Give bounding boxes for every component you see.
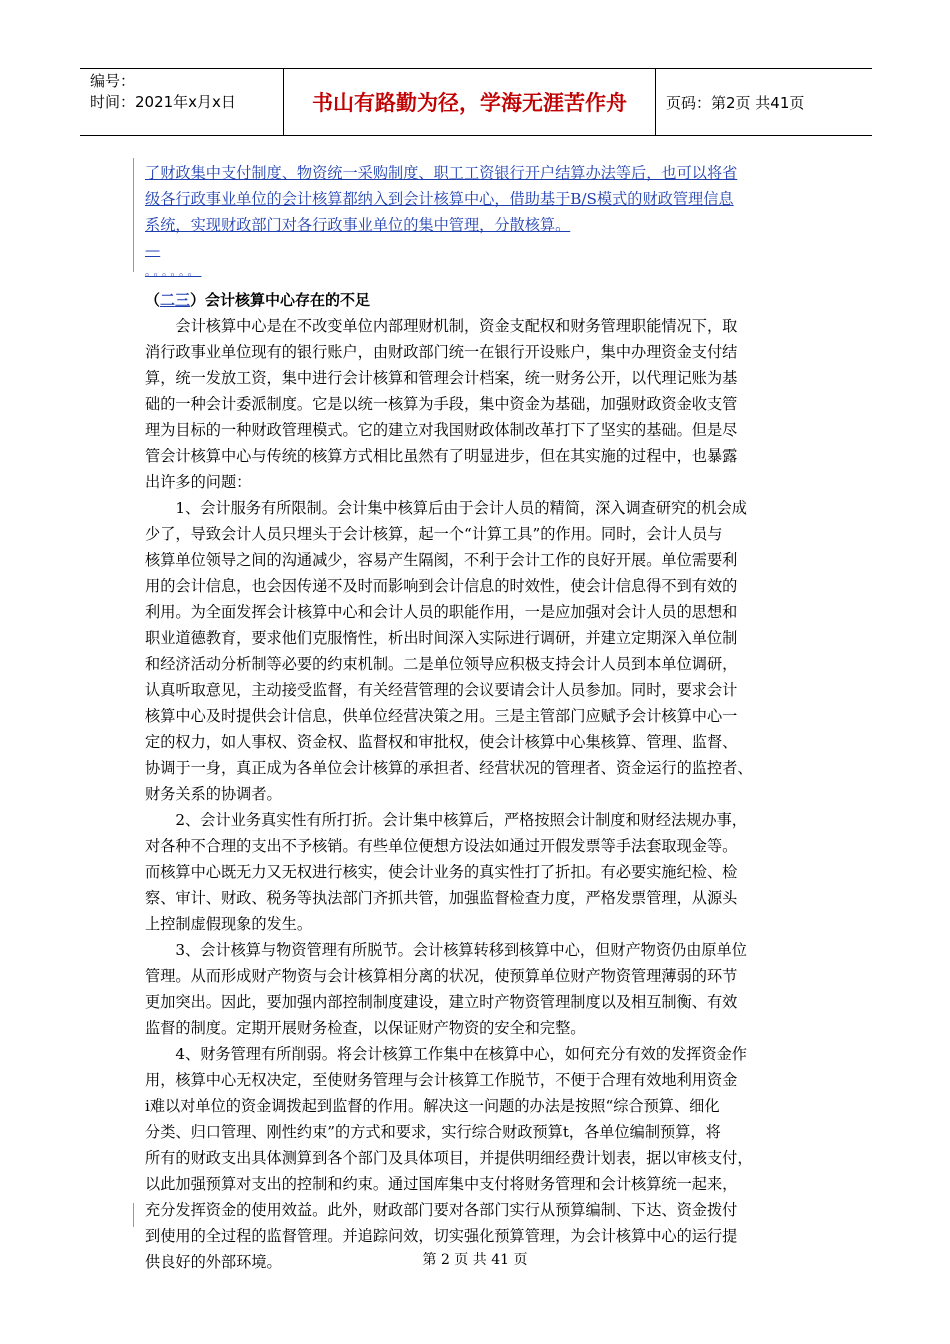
paragraph-line: 础的一种会计委派制度。它是以统一核算为手段，集中资金为基础，加强财政资金收支管 bbox=[145, 395, 738, 413]
paragraph-line: 3、会计核算与物资管理有所脱节。会计核算转移到核算中心，但财产物资仍由原单位 bbox=[175, 941, 747, 959]
paragraph-line: 算，统一发放工资，集中进行会计核算和管理会计档案，统一财务公开，以代理记账为基 bbox=[145, 369, 738, 387]
body-paragraph bbox=[145, 313, 815, 495]
tracked-line: 。。。。。。 bbox=[145, 265, 202, 278]
document-time-label: 时间：2021年x月x日 bbox=[90, 93, 236, 111]
paragraph-line: 核算中心及时提供会计信息，供单位经营决策之用。三是主管部门应赋予会计核算中心一 bbox=[145, 707, 738, 725]
paragraph-line: 1、会计服务有所限制。会计集中核算后由于会计人员的精简，深入调查研究的机会成 bbox=[175, 499, 747, 517]
body-paragraph bbox=[145, 807, 815, 937]
paragraph-line: 对各种不合理的支出不予核销。有些单位便想方设法如通过开假发票等手法套取现金等。 bbox=[145, 837, 738, 855]
document-number-label: 编号： bbox=[90, 72, 136, 90]
header-meta bbox=[80, 69, 283, 135]
paragraph-line: 而核算中心既无力又无权进行核实，使会计业务的真实性打了折扣。有必要实施纪检、检 bbox=[145, 863, 738, 881]
revision-bar-bottom bbox=[133, 1203, 134, 1227]
paragraph-line: 理为目标的一种财政管理模式。它的建立对我国财政体制改革打下了坚实的基础。但是尽 bbox=[145, 421, 738, 439]
paragraph-line: 核算单位领导之间的沟通减少，容易产生隔阂，不利于会计工作的良好开展。单位需要利 bbox=[145, 551, 738, 569]
tracked-insertion bbox=[145, 160, 815, 282]
paragraph-line: 定的权力，如人事权、资金权、监督权和审批权，使会计核算中心集核算、管理、监督、 bbox=[145, 733, 738, 751]
paragraph-line: 充分发挥资金的使用效益。此外，财政部门要对各部门实行从预算编制、下达、资金拨付 bbox=[145, 1201, 738, 1219]
paragraph-line: 供良好的外部环境。 bbox=[145, 1253, 282, 1271]
paragraph-line: 更加突出。因此，要加强内部控制制度建设，建立时产物资管理制度以及相互制衡、有效 bbox=[145, 993, 738, 1011]
paragraph-line: 察、审计、财政、税务等执法部门齐抓共管，加强监督检查力度，严格发票管理，从源头 bbox=[145, 889, 738, 907]
paragraph-line: 出许多的问题： bbox=[145, 473, 252, 491]
paragraph-line: 和经济活动分析制等必要的约束机制。二是单位领导应积极支持会计人员到本单位调研， bbox=[145, 655, 738, 673]
paragraph-line: 4、财务管理有所削弱。将会计核算工作集中在核算中心，如何充分有效的发挥资金作 bbox=[175, 1045, 747, 1063]
paragraph-line: 职业道德教育，要求他们克服惰性，析出时间深入实际进行调研，并建立定期深入单位制 bbox=[145, 629, 738, 647]
body-paragraph bbox=[145, 1041, 815, 1275]
paragraph-line: 协调于一身，真正成为各单位会计核算的承担者、经营状况的管理者、资金运行的监控者、 bbox=[145, 759, 753, 777]
paragraph-line: 财务关系的协调者。 bbox=[145, 785, 282, 803]
paragraph-line: 到使用的全过程的监督管理。并追踪问效，切实强化预算管理，为会计核算中心的运行提 bbox=[145, 1227, 738, 1245]
paragraph-line: 认真听取意见，主动接受监督，有关经营管理的会议要请会计人员参加。同时，要求会计 bbox=[145, 681, 738, 699]
revision-bar bbox=[133, 158, 134, 272]
paragraph-line: 用的会计信息，也会因传递不及时而影响到会计信息的时效性，使会计信息得不到有效的 bbox=[145, 577, 738, 595]
page-header bbox=[80, 68, 872, 136]
paragraph-line: 分类、归口管理、刚性约束”的方式和要求，实行综合财政预算t，各单位编制预算，将 bbox=[145, 1123, 721, 1141]
paragraph-line: 少了，导致会计人员只埋头于会计核算，起一个“计算工具”的作用。同时，会计人员与 bbox=[145, 525, 723, 543]
paragraph-line: 用，核算中心无权决定，至使财务管理与会计核算工作脱节，不便于合理有效地利用资金 bbox=[145, 1071, 738, 1089]
paragraph-line: 管理。从而形成财产物资与会计核算相分离的状况，使预算单位财产物资管理薄弱的环节 bbox=[145, 967, 738, 985]
paragraph-line: 以此加强预算对支出的控制和约束。通过国库集中支付将财务管理和会计核算统一起来， bbox=[145, 1175, 738, 1193]
paragraph-line: i难以对单位的资金调拨起到监督的作用。解决这一问题的办法是按照“综合预算、细化 bbox=[145, 1097, 720, 1115]
section-title: ）会计核算中心存在的不足 bbox=[190, 291, 371, 309]
paragraph-line: 所有的财政支出具体测算到各个部门及具体项目，并提供明细经费计划表，据以审核支付， bbox=[145, 1149, 753, 1167]
paragraph-line: 利用。为全面发挥会计核算中心和会计人员的职能作用，一是应加强对会计人员的思想和 bbox=[145, 603, 738, 621]
tracked-line: 系统，实现财政部门对各行政事业单位的集中管理，分散核算。 bbox=[145, 216, 571, 234]
page-footer: 第 2 页 共 41 页 bbox=[422, 1252, 528, 1268]
tracked-line: 了财政集中支付制度、物资统一采购制度、职工工资银行开户结算办法等后，也可以将省 bbox=[145, 164, 738, 182]
section-inserted-number: 二三 bbox=[160, 291, 191, 309]
section-prefix: （ bbox=[145, 291, 161, 309]
paragraph-line: 会计核算中心是在不改变单位内部理财机制，资金支配权和财务管理职能情况下，取 bbox=[175, 317, 738, 335]
header-motto: 书山有路勤为径，学海无涯苦作舟 bbox=[283, 69, 656, 135]
tracked-line: 级各行政事业单位的会计核算都纳入到会计核算中心，借助基于B/S模式的财政管理信息 bbox=[145, 190, 734, 208]
body-paragraph bbox=[145, 495, 815, 807]
paragraph-line: 上控制虚假现象的发生。 bbox=[145, 915, 313, 933]
paragraph-line: 管会计核算中心与传统的核算方式相比虽然有了明显进步，但在其实施的过程中，也暴露 bbox=[145, 447, 738, 465]
paragraph-line: 消行政事业单位现有的银行账户，由财政部门统一在银行开设账户，集中办理资金支付结 bbox=[145, 343, 738, 361]
section-heading bbox=[145, 287, 815, 313]
tracked-line: — bbox=[145, 241, 161, 259]
main-content bbox=[145, 287, 815, 1275]
header-page-code: 页码：第2页 共41页 bbox=[666, 93, 805, 112]
paragraph-line: 监督的制度。定期开展财务检查，以保证财产物资的安全和完整。 bbox=[145, 1019, 586, 1037]
paragraph-line: 2、会计业务真实性有所打折。会计集中核算后，严格按照会计制度和财经法规办事， bbox=[175, 811, 747, 829]
body-paragraph bbox=[145, 937, 815, 1041]
